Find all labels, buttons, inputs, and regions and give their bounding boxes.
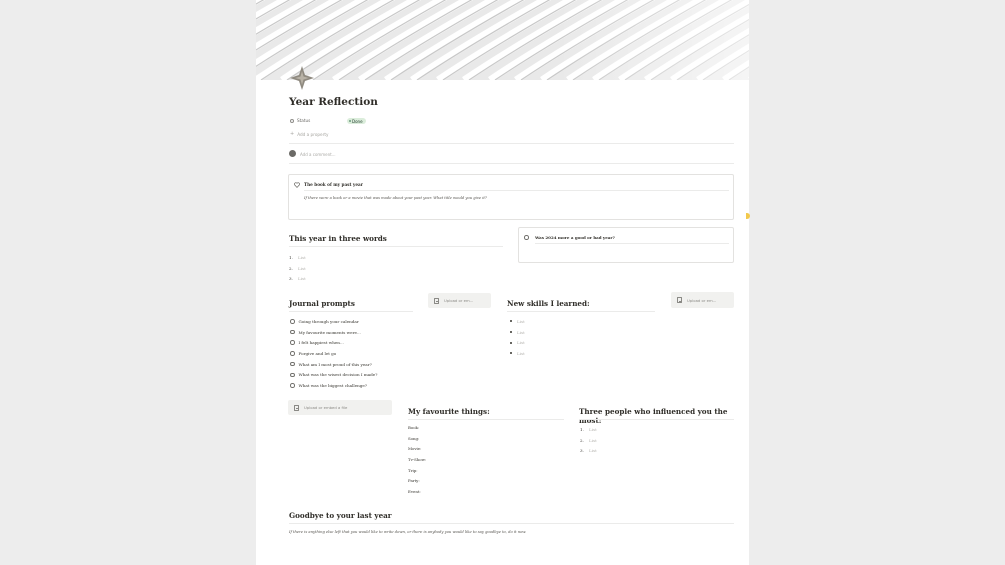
status-property-icon (290, 119, 294, 123)
divider (535, 243, 729, 244)
divider (507, 311, 655, 312)
good-bad-year-title: Was 2024 more a good or bad year? (535, 235, 615, 240)
circle-icon (290, 330, 295, 335)
upload-label: Upload or em... (444, 298, 474, 303)
list-item[interactable] (580, 435, 597, 446)
list-number: 3. (580, 448, 584, 454)
file-icon (294, 405, 299, 411)
divider (304, 190, 729, 191)
list-number: 3. (289, 276, 293, 282)
journal-prompts-list (290, 316, 377, 391)
goodbye-body[interactable]: If there is anything else left that you would like to write down, or there is anybody you would like to say goodbye to, do it now. (289, 530, 527, 534)
upload-embed-file-button[interactable] (288, 400, 392, 415)
heart-icon (294, 182, 300, 188)
list-item[interactable] (289, 273, 306, 284)
circle-icon (290, 383, 295, 388)
divider (289, 163, 734, 164)
cover-image[interactable] (256, 0, 749, 80)
list-item[interactable] (290, 327, 377, 338)
list-text: I felt happiest when... (298, 340, 344, 346)
circle-icon (290, 340, 295, 345)
three-words-heading[interactable]: This year in three words (289, 234, 387, 243)
file-icon (677, 297, 682, 303)
list-number: 2. (580, 437, 584, 443)
favourites-list (408, 425, 426, 500)
upload-label: Upload or embed a file (304, 405, 348, 410)
circle-icon (524, 235, 529, 240)
list-text: List (298, 276, 306, 282)
list-item[interactable] (289, 263, 306, 274)
list-item[interactable]: Tv-Show: (408, 457, 427, 463)
scroll-indicator (746, 213, 750, 219)
skills-list (507, 316, 525, 359)
list-item[interactable]: Trip: (408, 467, 418, 473)
list-text: List (517, 318, 525, 324)
list-text: List (589, 437, 597, 443)
list-text: List (517, 350, 525, 356)
list-item[interactable] (290, 316, 377, 327)
divider (289, 246, 503, 247)
list-item[interactable] (580, 424, 597, 435)
avatar (289, 150, 296, 157)
add-property-label: Add a property (297, 131, 329, 137)
list-item[interactable] (507, 327, 525, 338)
list-text: My favourite moments were... (298, 329, 361, 335)
list-item[interactable] (290, 348, 377, 359)
page-title[interactable]: Year Reflection (289, 96, 378, 108)
divider (289, 311, 413, 312)
good-bad-year-block[interactable] (518, 227, 734, 263)
three-words-list (289, 252, 306, 284)
goodbye-heading[interactable]: Goodbye to your last year (289, 511, 392, 520)
plus-icon: + (290, 131, 295, 137)
callout-body: If there were a book or a movie that was made about your past year. What title would you give it? (304, 196, 487, 200)
property-status[interactable] (290, 118, 310, 123)
divider (289, 143, 734, 144)
callout-block[interactable] (288, 174, 734, 220)
list-item[interactable]: Book: (408, 425, 420, 430)
status-property-label: Status (297, 118, 311, 123)
list-text: Forgive and let go (298, 350, 337, 356)
list-text: List (589, 426, 597, 432)
favourites-heading[interactable]: My favourite things: (408, 407, 490, 416)
file-icon (434, 298, 439, 304)
divider (289, 523, 734, 524)
list-text: What was the biggest challenge? (298, 382, 368, 388)
divider (408, 419, 564, 420)
list-text: List (589, 448, 597, 454)
list-text: What am I most proud of this year? (298, 361, 372, 367)
list-item[interactable]: Event: (408, 489, 421, 495)
circle-icon (290, 351, 295, 356)
list-text: List (298, 254, 306, 260)
list-text: What was the wisest decision I made? (298, 372, 378, 378)
list-number: 2. (289, 265, 293, 271)
upload-embed-button[interactable] (428, 293, 491, 308)
circle-icon (290, 319, 295, 324)
divider (579, 419, 734, 420)
journal-heading[interactable]: Journal prompts (289, 299, 355, 308)
bullet (510, 352, 512, 354)
list-item[interactable]: Song: (408, 435, 420, 441)
list-item[interactable]: Movie: (408, 446, 422, 452)
list-item[interactable] (290, 369, 377, 380)
comment-input[interactable]: Add a comment... (300, 152, 336, 157)
people-heading[interactable]: Three people who influenced you the most: (579, 407, 728, 425)
list-item[interactable] (507, 316, 525, 327)
upload-label: Upload or em... (687, 297, 717, 303)
list-item[interactable] (580, 445, 597, 456)
skills-heading[interactable]: New skills I learned: (507, 299, 590, 308)
circle-icon (290, 373, 295, 378)
compass-star-icon[interactable] (289, 65, 315, 91)
notion-page (256, 0, 749, 565)
list-text: List (517, 340, 525, 346)
add-property-button[interactable] (290, 131, 328, 137)
list-item[interactable] (507, 337, 525, 348)
people-list (580, 424, 597, 456)
upload-embed-button[interactable] (671, 292, 734, 308)
status-badge[interactable]: Done (347, 118, 366, 124)
list-number: 1. (289, 254, 293, 260)
list-number: 1. (580, 426, 584, 432)
circle-icon (290, 362, 295, 367)
list-item[interactable]: Party: (408, 478, 420, 484)
bullet (510, 331, 512, 333)
list-text: List (517, 329, 525, 335)
bullet (510, 342, 512, 344)
list-text: List (298, 265, 306, 271)
list-item[interactable] (290, 380, 377, 391)
list-item[interactable] (290, 359, 377, 370)
list-item[interactable] (290, 337, 377, 348)
bullet (510, 320, 512, 322)
list-item[interactable] (507, 348, 525, 359)
callout-title: The book of my past year (304, 182, 363, 187)
list-item[interactable] (289, 252, 306, 263)
list-text: Going through your calendar (298, 318, 359, 324)
